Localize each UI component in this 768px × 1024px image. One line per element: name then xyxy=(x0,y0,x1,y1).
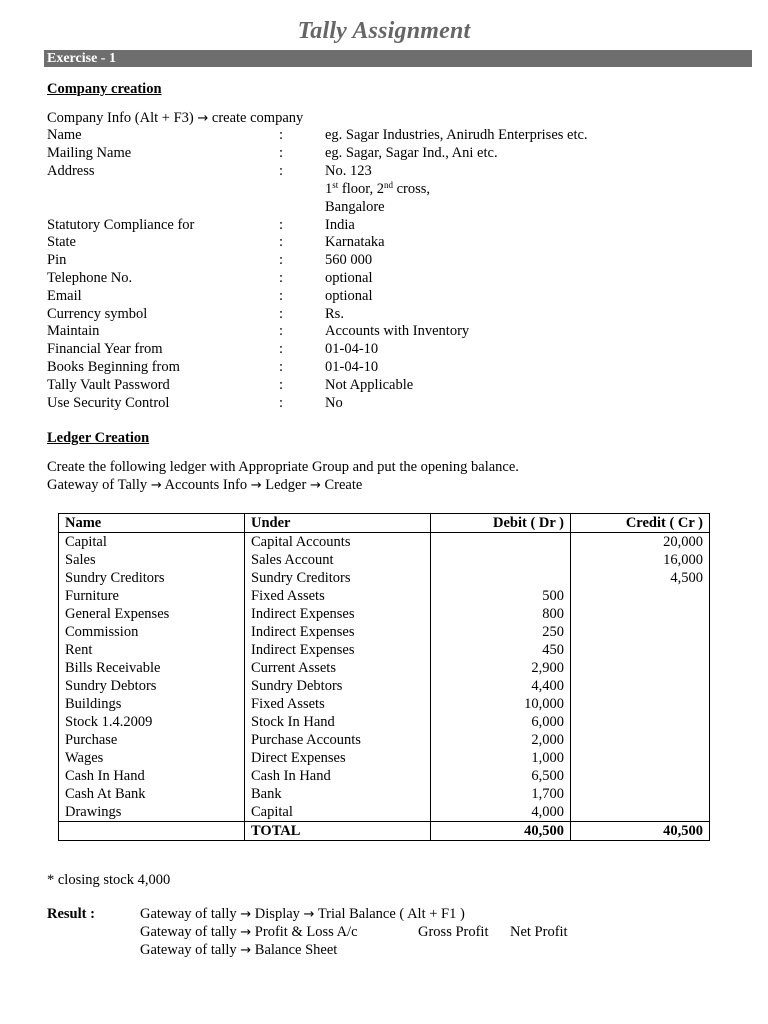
table-row xyxy=(59,659,710,677)
table-row xyxy=(59,533,710,552)
cell-credit xyxy=(571,713,710,731)
cell-credit xyxy=(571,695,710,713)
table-row xyxy=(59,569,710,587)
company-info-path xyxy=(47,110,303,127)
cell-name: Sundry Creditors xyxy=(59,569,245,587)
cell-name: Furniture xyxy=(59,587,245,605)
cell-credit xyxy=(571,677,710,695)
cell-name: General Expenses xyxy=(59,605,245,623)
cell-name: Wages xyxy=(59,749,245,767)
cell-credit xyxy=(571,731,710,749)
cell-credit xyxy=(571,659,710,677)
cell-name: Drawings xyxy=(59,803,245,822)
cell-debit: 1,700 xyxy=(431,785,571,803)
table-row xyxy=(59,677,710,695)
cell-under: Indirect Expenses xyxy=(245,641,431,659)
cell-debit: 450 xyxy=(431,641,571,659)
table-row xyxy=(59,641,710,659)
cell-debit: 500 xyxy=(431,587,571,605)
arrow-icon: → xyxy=(303,907,315,922)
table-row xyxy=(59,605,710,623)
ledger-path: Gateway of Tally → Accounts Info → Ledger → Create xyxy=(47,477,363,493)
cell-under: Bank xyxy=(245,785,431,803)
cell-under: Stock In Hand xyxy=(245,713,431,731)
cell-credit xyxy=(571,785,710,803)
net-profit-label: Net Profit xyxy=(510,924,568,940)
table-total-row xyxy=(59,822,710,841)
ledger-creation-heading: Ledger Creation xyxy=(47,430,150,446)
cell-debit: 1,000 xyxy=(431,749,571,767)
cell-under: Sundry Debtors xyxy=(245,677,431,695)
cell-name: Rent xyxy=(59,641,245,659)
arrow-icon: → xyxy=(240,925,252,940)
arrow-icon: → xyxy=(240,907,252,922)
cell-credit xyxy=(571,605,710,623)
cell-under: Indirect Expenses xyxy=(245,605,431,623)
cell-under: Current Assets xyxy=(245,659,431,677)
ledger-instruction: Create the following ledger with Appropriate Group and put the opening balance. xyxy=(47,459,519,475)
table-row xyxy=(59,587,710,605)
address-line-3: Bangalore xyxy=(325,199,385,215)
ledger-body xyxy=(59,533,710,822)
cell-credit: 16,000 xyxy=(571,551,710,569)
cell-debit: 2,900 xyxy=(431,659,571,677)
table-header-row xyxy=(59,514,710,533)
total-blank xyxy=(59,822,245,841)
result-line-balance-sheet: Gateway of tally → Balance Sheet xyxy=(140,942,338,958)
arrow-icon: → xyxy=(250,478,262,493)
result-label: Result : xyxy=(47,906,95,922)
cell-debit: 6,500 xyxy=(431,767,571,785)
closing-stock-note: * closing stock 4,000 xyxy=(47,872,171,888)
col-header-debit: Debit ( Dr ) xyxy=(431,514,571,533)
cell-name: Purchase xyxy=(59,731,245,749)
cell-debit xyxy=(431,551,571,569)
cell-name: Cash At Bank xyxy=(59,785,245,803)
gross-profit-label: Gross Profit xyxy=(418,924,489,940)
cell-credit xyxy=(571,749,710,767)
cell-debit: 6,000 xyxy=(431,713,571,731)
path-prefix: Company Info (Alt + F3) xyxy=(47,110,194,126)
col-header-under: Under xyxy=(245,514,431,533)
cell-under: Capital xyxy=(245,803,431,822)
cell-name: Sundry Debtors xyxy=(59,677,245,695)
exercise-header: Exercise - 1 xyxy=(44,50,752,67)
cell-name: Buildings xyxy=(59,695,245,713)
result-line-trial-balance: Gateway of tally → Display → Trial Balance ( Alt + F1 ) xyxy=(140,906,465,922)
total-label: TOTAL xyxy=(245,822,431,841)
cell-under: Sundry Creditors xyxy=(245,569,431,587)
cell-under: Direct Expenses xyxy=(245,749,431,767)
total-credit: 40,500 xyxy=(571,822,710,841)
cell-name: Commission xyxy=(59,623,245,641)
cell-under: Capital Accounts xyxy=(245,533,431,552)
cell-debit: 4,400 xyxy=(431,677,571,695)
arrow-icon: → xyxy=(197,111,209,126)
arrow-icon: → xyxy=(309,478,321,493)
page-title: Tally Assignment xyxy=(297,18,471,44)
col-header-credit: Credit ( Cr ) xyxy=(571,514,710,533)
cell-under: Indirect Expenses xyxy=(245,623,431,641)
table-row xyxy=(59,803,710,822)
cell-name: Capital xyxy=(59,533,245,552)
cell-under: Sales Account xyxy=(245,551,431,569)
table-row xyxy=(59,551,710,569)
cell-under: Fixed Assets xyxy=(245,695,431,713)
cell-debit xyxy=(431,569,571,587)
cell-name: Cash In Hand xyxy=(59,767,245,785)
company-creation-heading: Company creation xyxy=(47,81,162,97)
table-row xyxy=(59,623,710,641)
col-header-name: Name xyxy=(59,514,245,533)
cell-debit: 800 xyxy=(431,605,571,623)
cell-credit xyxy=(571,623,710,641)
cell-credit xyxy=(571,803,710,822)
table-row xyxy=(59,749,710,767)
cell-credit: 20,000 xyxy=(571,533,710,552)
table-row xyxy=(59,713,710,731)
cell-debit: 2,000 xyxy=(431,731,571,749)
cell-debit: 4,000 xyxy=(431,803,571,822)
result-line-profit-loss: Gateway of tally → Profit & Loss A/c Gross Profit Net Profit xyxy=(140,924,568,940)
arrow-icon: → xyxy=(240,943,252,958)
cell-name: Sales xyxy=(59,551,245,569)
arrow-icon: → xyxy=(150,478,162,493)
cell-debit xyxy=(431,533,571,552)
cell-under: Fixed Assets xyxy=(245,587,431,605)
ledger-table xyxy=(58,513,710,841)
cell-under: Cash In Hand xyxy=(245,767,431,785)
cell-name: Stock 1.4.2009 xyxy=(59,713,245,731)
cell-credit xyxy=(571,587,710,605)
total-debit: 40,500 xyxy=(431,822,571,841)
table-row xyxy=(59,785,710,803)
table-row xyxy=(59,767,710,785)
table-row xyxy=(59,731,710,749)
cell-name: Bills Receivable xyxy=(59,659,245,677)
cell-credit: 4,500 xyxy=(571,569,710,587)
address-line-2: 1st floor, 2nd cross, xyxy=(325,180,431,197)
table-row xyxy=(59,695,710,713)
path-suffix: create company xyxy=(211,110,304,126)
cell-credit xyxy=(571,641,710,659)
cell-credit xyxy=(571,767,710,785)
cell-debit: 250 xyxy=(431,623,571,641)
cell-debit: 10,000 xyxy=(431,695,571,713)
cell-under: Purchase Accounts xyxy=(245,731,431,749)
